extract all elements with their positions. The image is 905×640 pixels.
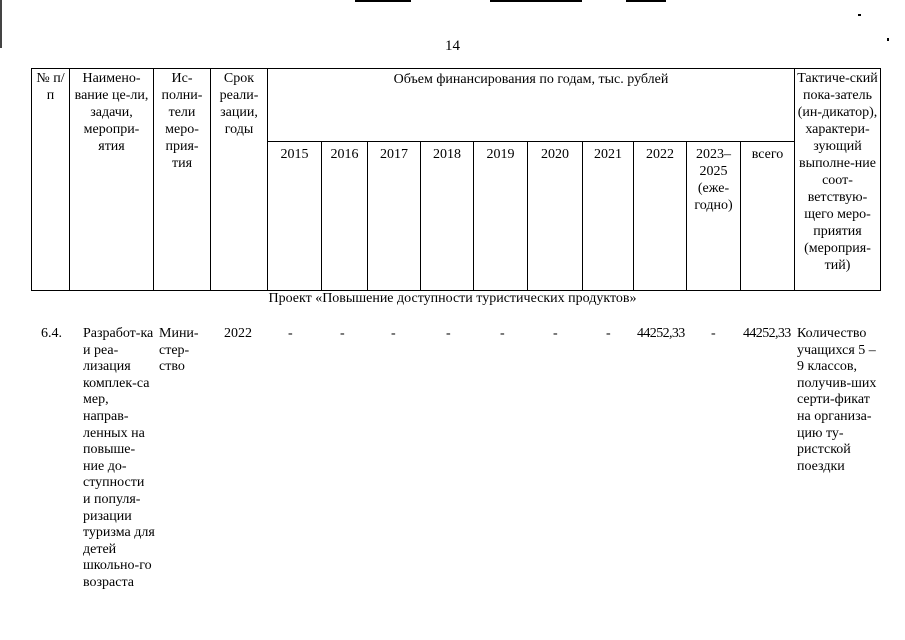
year-header: 2021 [583,142,634,291]
year-header: 2018 [421,142,474,291]
year-header: 2016 [322,142,368,291]
year-header: 2015 [268,142,322,291]
value-2023-2025: - [711,326,716,341]
scan-artifact [490,0,582,2]
value-2019: - [500,326,505,341]
funding-table [31,68,881,291]
scan-artifact [858,14,861,16]
year-header: 2023–2025 (еже-годно) [687,142,741,291]
header-executors: Ис-полни-тели меро-прия-тия [154,69,211,291]
value-2015: - [288,326,293,341]
row-executor: Мини-стер-ство [159,326,199,375]
row-number: 6.4. [41,326,62,341]
row-indicator: Количество учащихся 5 – 9 классов, получив-ших серти-фикат на организа-цию ту-ристской поездки [797,326,877,474]
scan-artifact [626,0,666,2]
scan-artifact [355,0,411,2]
year-header: 2017 [368,142,421,291]
year-header: 2019 [474,142,528,291]
header-period: Срок реали-зации, годы [211,69,268,291]
value-total: 44252,33 [743,326,791,341]
header-number: № п/п [32,69,70,291]
year-header: 2022 [634,142,687,291]
header-name: Наимено-вание це-ли, задачи, меропри-ятия [70,69,154,291]
value-2021: - [606,326,611,341]
row-period: 2022 [224,326,252,341]
value-2017: - [391,326,396,341]
page-number: 14 [445,38,460,54]
row-name: Разработ-ка и реа-лизация комплек-са мер, направ-ленных на повыше-ние до-ступности и популя-ризации туризма для детей школьно-го возраста [83,326,155,590]
section-title: Проект «Повышение доступности туристических продуктов» [268,291,637,306]
value-2016: - [340,326,345,341]
header-funding: Объем финансирования по годам, тыс. рублей [268,69,795,142]
header-indicator: Тактиче-ский пока-затель (ин-дикатор), характери-зующий выполне-ние соот-ветствую-щего меро-приятия (мероприя-тий) [795,69,881,291]
value-2022: 44252,33 [637,326,685,341]
value-2018: - [446,326,451,341]
year-header: 2020 [528,142,583,291]
value-2020: - [553,326,558,341]
year-header: всего [741,142,795,291]
